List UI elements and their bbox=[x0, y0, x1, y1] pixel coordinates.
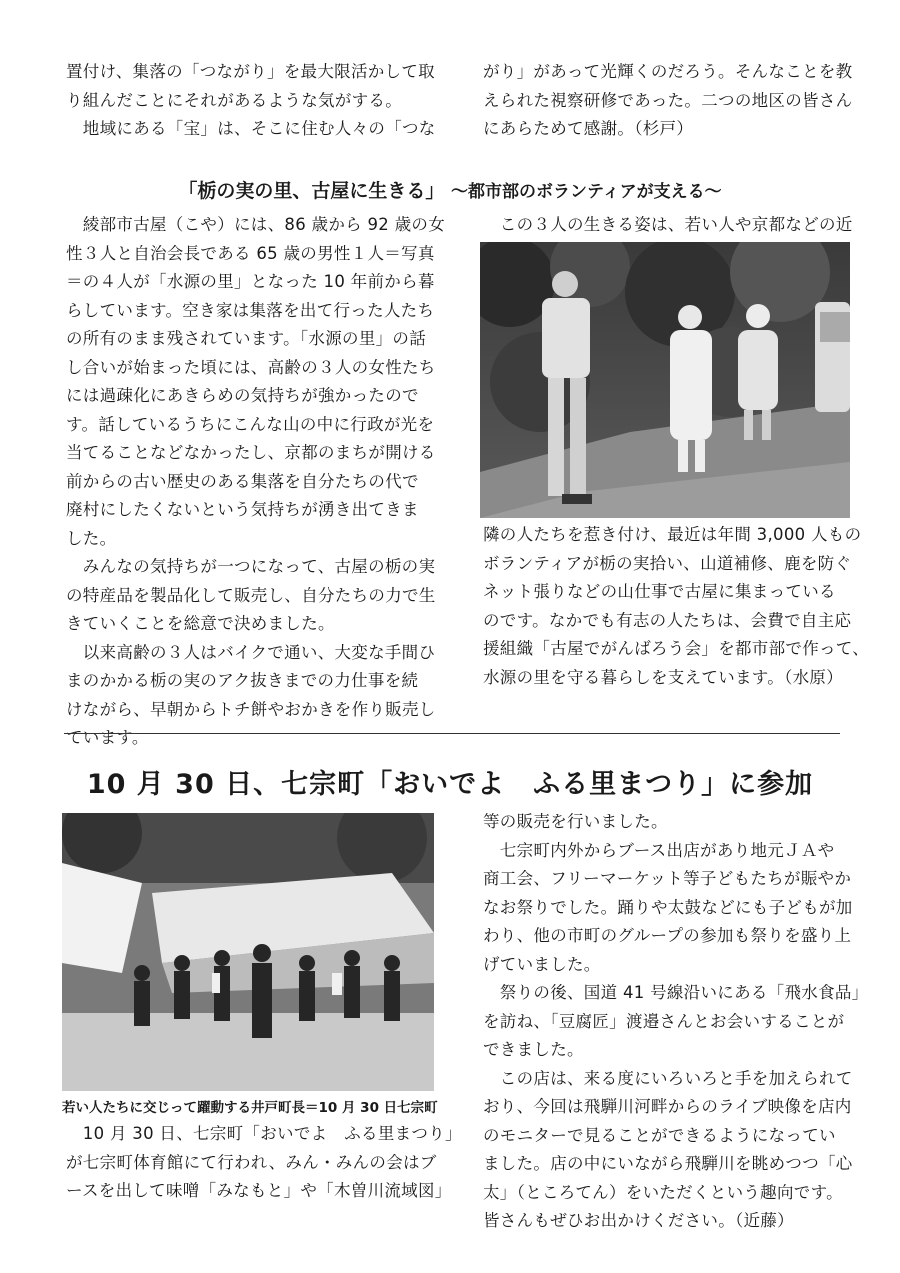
text-line: 援組織「古屋でがんばろう会」を都市部で作って、 bbox=[483, 639, 870, 658]
article2-photo-caption: 若い人たちに交じって躍動する井戸町長＝10 月 30 日七宗町 bbox=[62, 1100, 438, 1116]
text-line: 10 月 30 日、七宗町「おいでよ ふる里まつり」 bbox=[66, 1124, 462, 1143]
text-line: のモニターで見ることができるようになってい bbox=[483, 1125, 836, 1145]
text-line: ＝の４人が「水源の里」となった 10 年前から暮 bbox=[66, 272, 435, 291]
text-line: 商工会、フリーマーケット等子どもたちが賑やか bbox=[483, 869, 852, 888]
article1-right-text bbox=[483, 521, 869, 692]
text-line: ました。店の中にいながら飛騨川を眺めつつ「心 bbox=[483, 1154, 853, 1173]
text-line: まのかかる栃の実のアク抜きまでの力仕事を続 bbox=[66, 671, 419, 690]
text-line: みんなの気持ちが一つになって、古屋の栃の実 bbox=[66, 557, 436, 576]
article2-photo bbox=[62, 813, 434, 1091]
text-line: にあらためて感謝。（杉戸） bbox=[483, 119, 694, 138]
text-line: 祭りの後、国道 41 号線沿いにある「飛水食品」 bbox=[483, 983, 869, 1002]
text-line: きていくことを総意で決めました。 bbox=[66, 614, 335, 633]
top-right-text bbox=[483, 58, 852, 144]
text-line: す。話しているうちにこんな山の中に行政が光を bbox=[66, 414, 435, 434]
text-line: らしています。空き家は集落を出て行った人たち bbox=[66, 300, 435, 320]
text-line: この３人の生きる姿は、若い人や京都などの近 bbox=[483, 215, 853, 234]
text-line: の特産品を製品化して販売し、自分たちの力で生 bbox=[66, 585, 436, 605]
text-line: り組んだことにそれがあるような気がする。 bbox=[66, 90, 402, 110]
text-line: 綾部市古屋（こや）には、86 歳から 92 歳の女 bbox=[66, 215, 446, 234]
text-line: がり」があって光輝くのだろう。そんなことを教 bbox=[483, 62, 853, 81]
text-line: した。 bbox=[66, 528, 117, 548]
text-line: 地域にある「宝」は、そこに住む人々の「つな bbox=[66, 119, 436, 138]
text-line: 廃村にしたくないという気持ちが湧き出てきま bbox=[66, 500, 419, 519]
text-line: ボランティアが栃の実拾い、山道補修、鹿を防ぐ bbox=[483, 553, 852, 573]
text-line: ています。 bbox=[66, 728, 149, 747]
text-line: 七宗町内外からブース出店があり地元ＪＡや bbox=[483, 840, 835, 860]
text-line: えられた視察研修であった。二つの地区の皆さん bbox=[483, 90, 853, 110]
article2-right-text bbox=[483, 808, 869, 1236]
text-line: 太」（ところてん）をいただくという趣向です。 bbox=[483, 1182, 843, 1202]
text-line: 等の販売を行いました。 bbox=[483, 812, 668, 831]
article2-title: 10 月 30 日、七宗町「おいでよ ふる里まつり」に参加 bbox=[86, 769, 814, 800]
article2-left-text bbox=[66, 1120, 462, 1206]
text-line: のです。なかでも有志の人たちは、会費で自主応 bbox=[483, 610, 852, 630]
photo-people-road bbox=[480, 242, 850, 518]
section-divider bbox=[64, 733, 840, 734]
article1-photo bbox=[480, 242, 850, 518]
article1-title bbox=[0, 176, 900, 203]
text-line: できました。 bbox=[483, 1040, 584, 1059]
article1-left-text bbox=[66, 211, 445, 753]
text-line: なお祭りでした。踊りや太鼓などにも子どもが加 bbox=[483, 897, 853, 917]
text-line: この店は、来る度にいろいろと手を加えられて bbox=[483, 1068, 853, 1088]
text-line: 隣の人たちを惹き付け、最近は年間 3,000 人もの bbox=[483, 525, 862, 544]
text-line: 前からの古い歴史のある集落を自分たちの代で bbox=[66, 471, 419, 491]
text-line: の所有のまま残されています。「水源の里」の話 bbox=[66, 329, 427, 348]
text-line: 当てることなどなかったし、京都のまちが開ける bbox=[66, 443, 436, 462]
text-line: 皆さんもぜひお出かけください。（近藤） bbox=[483, 1211, 794, 1230]
text-line: 以来高齢の３人はバイクで通い、大変な手間ひ bbox=[66, 642, 436, 662]
text-line: おり、今回は飛騨川河畔からのライブ映像を店内 bbox=[483, 1097, 852, 1116]
text-line: ネット張りなどの山仕事で古屋に集まっている bbox=[483, 582, 836, 601]
text-line: けながら、早朝からトチ餅やおかきを作り販売し bbox=[66, 699, 436, 719]
text-line: し合いが始まった頃には、高齢の３人の女性たち bbox=[66, 357, 436, 377]
article1-subtitle: ～都市部のボランティアが支える～ bbox=[451, 182, 722, 202]
photo-festival-dancers bbox=[62, 813, 434, 1091]
text-line: わり、他の市町のグループの参加も祭りを盛り上 bbox=[483, 926, 852, 945]
article1-title-main: 「栃の実の里、古屋に生きる」 bbox=[178, 180, 445, 202]
text-line: には過疎化にあきらめの気持ちが強かったので bbox=[66, 386, 419, 405]
text-line: ースを出して味噌「みなもと」や「木曽川流域図」 bbox=[66, 1181, 452, 1200]
article1-right-top-text bbox=[483, 211, 853, 240]
text-line: 置付け、集落の「つながり」を最大限活かして取 bbox=[66, 62, 435, 81]
text-line: 性３人と自治会長である 65 歳の男性１人＝写真 bbox=[66, 243, 435, 263]
text-line: を訪ね、「豆腐匠」渡邉さんとお会いすることが bbox=[483, 1011, 845, 1031]
top-left-text bbox=[66, 58, 436, 144]
text-line: げていました。 bbox=[483, 954, 601, 974]
text-line: が七宗町体育館にて行われ、みん・みんの会はブ bbox=[66, 1152, 437, 1172]
text-line: 水源の里を守る暮らしを支えています。（水原） bbox=[483, 667, 844, 687]
